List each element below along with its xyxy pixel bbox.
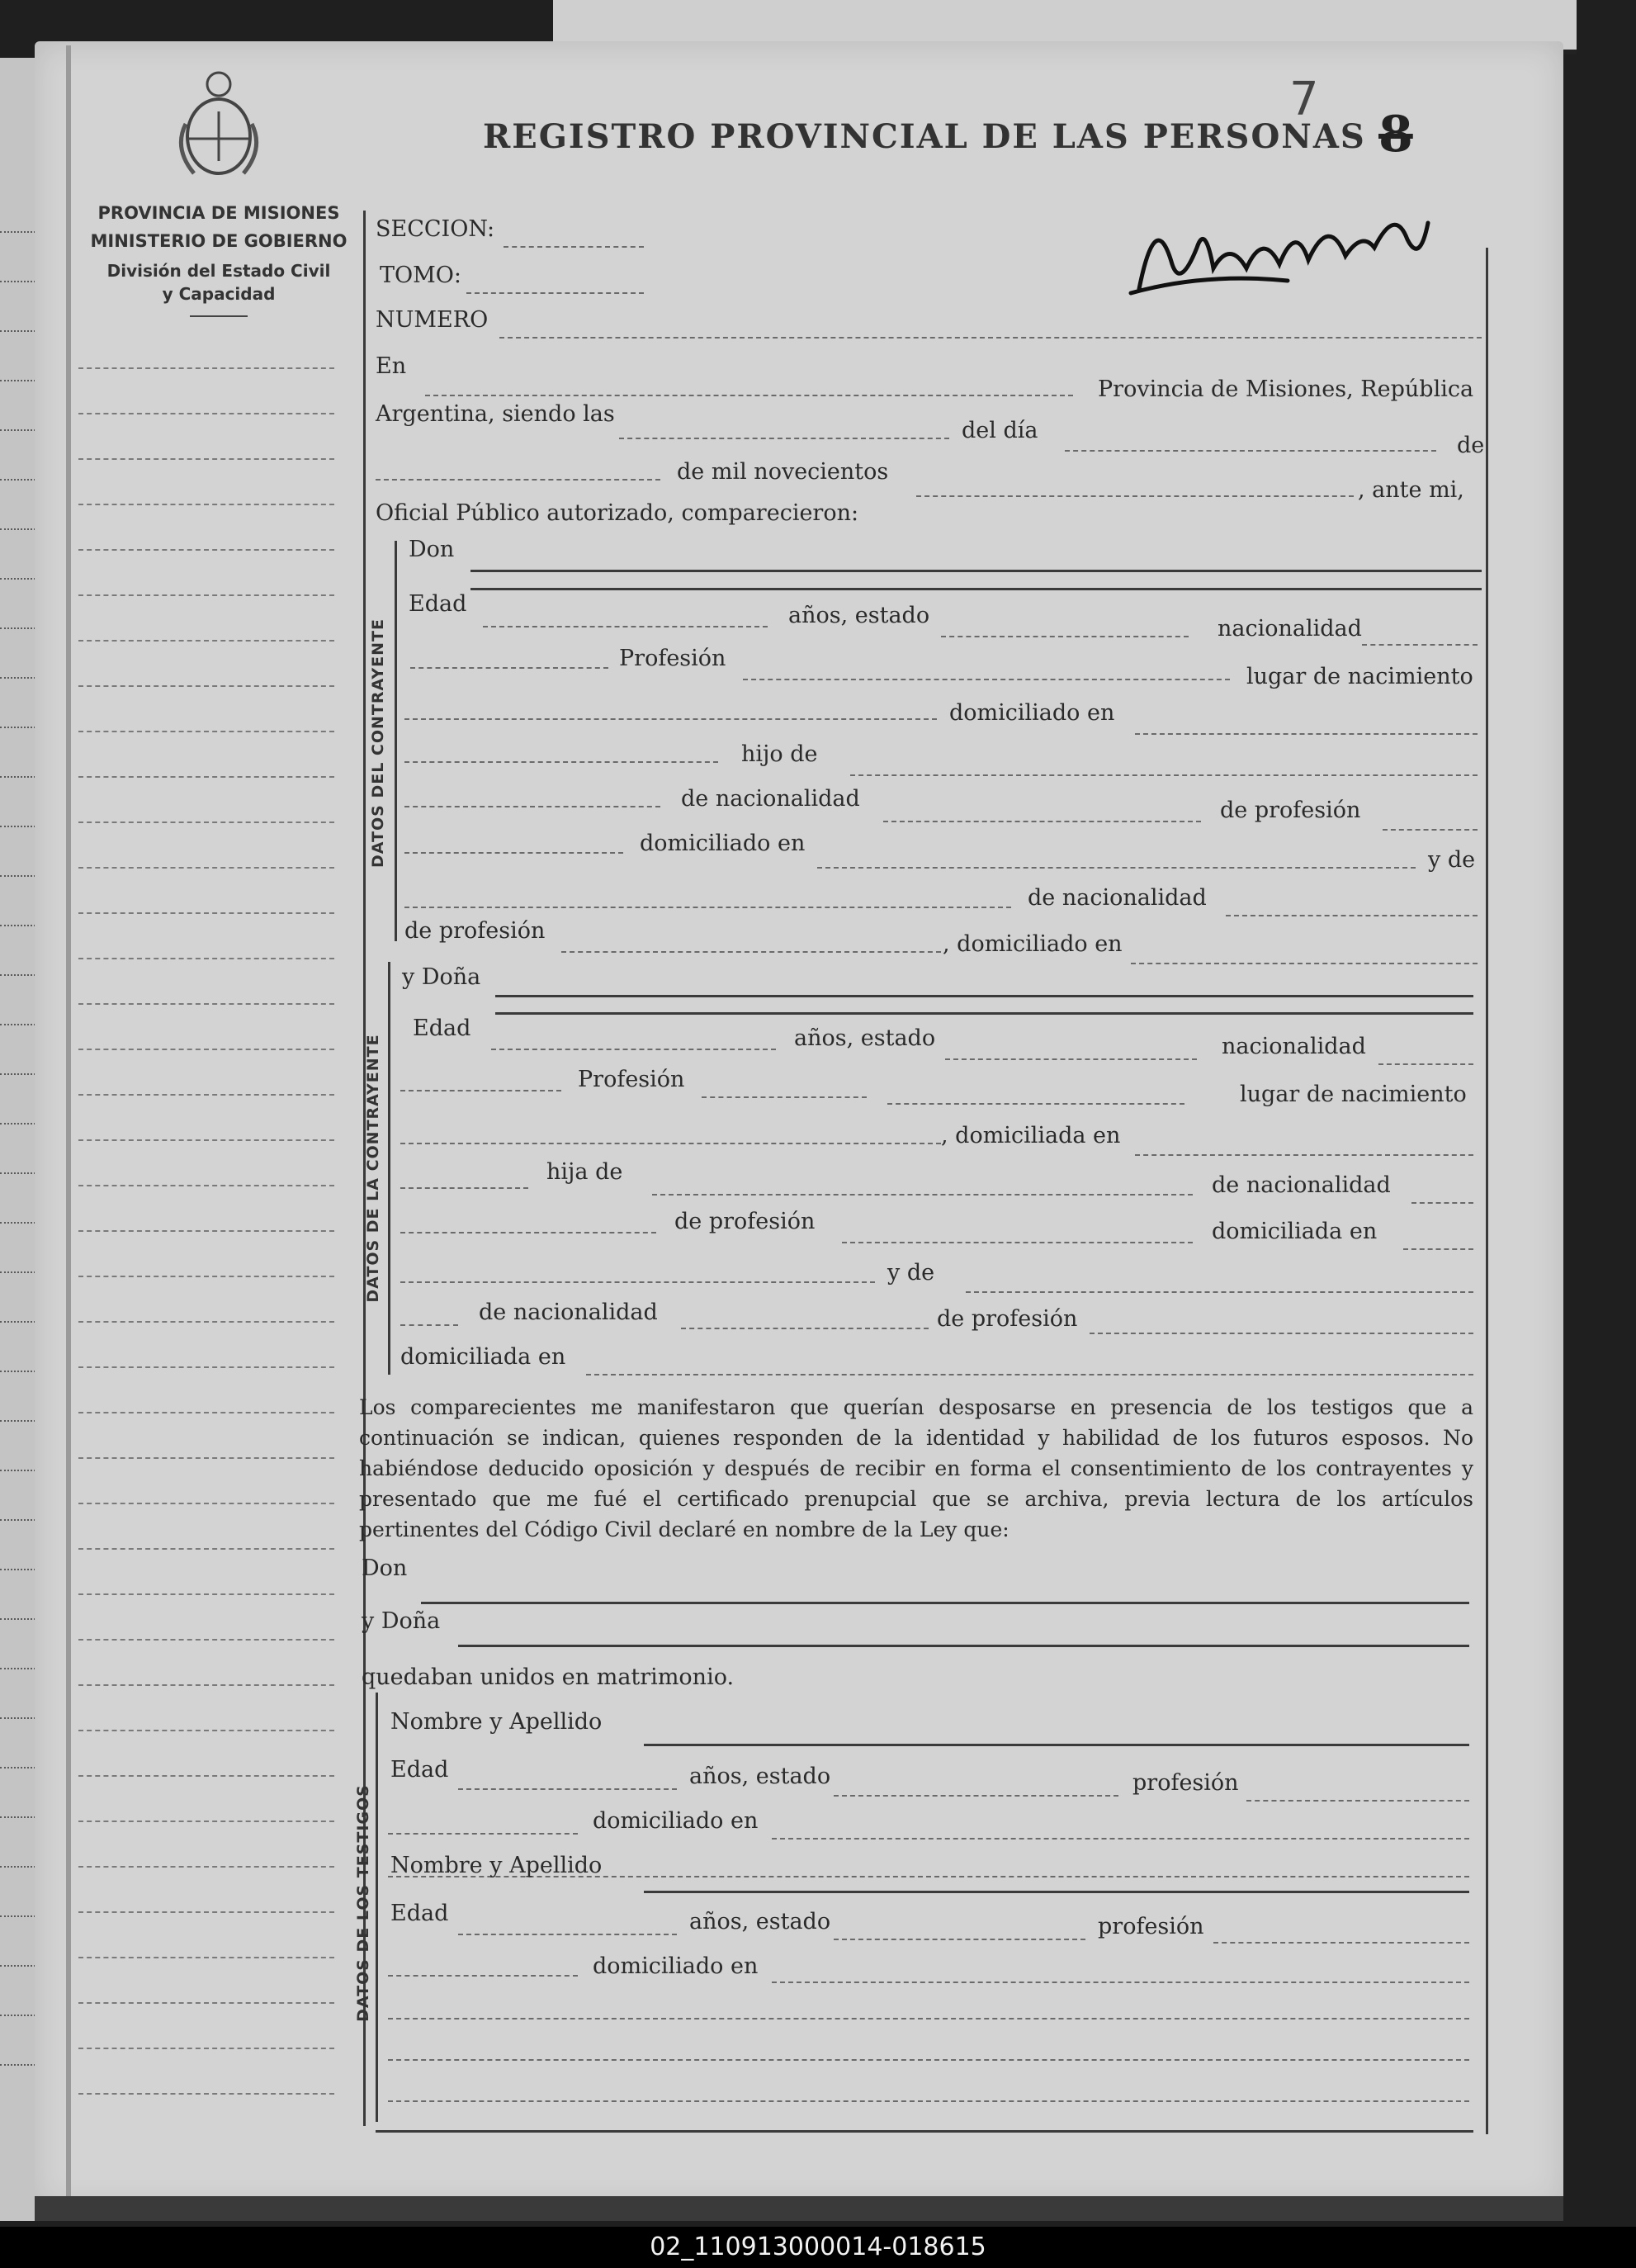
- padre-field[interactable]: [404, 806, 660, 807]
- provincia-label: Provincia de Misiones, República: [1098, 376, 1474, 402]
- struck-folio-number: 8: [1378, 106, 1413, 163]
- anos2-label: años, estado: [689, 1909, 831, 1934]
- contrayente-bracket: [395, 541, 397, 941]
- seccion-field[interactable]: [504, 246, 644, 248]
- de-prof2-label: de profesión: [404, 918, 546, 944]
- right-border: [1486, 248, 1488, 2134]
- hora-field[interactable]: [619, 438, 949, 439]
- edad2-label: Edad: [390, 1901, 449, 1926]
- edad1-label: Edad: [390, 1757, 449, 1783]
- padre-dom-field[interactable]: [817, 867, 1416, 869]
- domiciliado-label: domiciliado en: [949, 700, 1115, 726]
- madre-f-prefix-field[interactable]: [400, 1324, 458, 1326]
- signature-icon: [1123, 190, 1453, 305]
- padre-f-nac-field[interactable]: [1411, 1202, 1473, 1204]
- nacionalidad-label: nacionalidad: [1218, 616, 1362, 642]
- declaration-paragraph: Los comparecientes me manifestaron que querían desposarse en presencia de los testigos que a continuación se indican, quienes responden de la identidad y habilidad de los futuros esposos. No habiéndose deducido oposición y después de recibir en forma el consentimiento de los contrayentes y presentado que me fué el certificado prenupcial que se archiva, previa lectura de los artículos pertinentes del Código Civil declaré en nombre de la Ley que:: [359, 1395, 1473, 1541]
- mil-label: de mil novecientos: [677, 459, 889, 485]
- estado-f-field[interactable]: [945, 1058, 1197, 1060]
- testigo2-prefix-field[interactable]: [388, 1975, 578, 1977]
- ante-mi-label: , ante mi,: [1358, 477, 1464, 503]
- domiciliada-label: , domiciliada en: [941, 1123, 1121, 1148]
- en-label: En: [376, 353, 407, 379]
- dom2-label: domiciliado en: [593, 1953, 759, 1979]
- de-nac-label: de nacionalidad: [681, 786, 860, 812]
- de-prof2-f-label: de profesión: [937, 1306, 1078, 1332]
- prof2-field[interactable]: [1213, 1942, 1469, 1944]
- page-title: REGISTRO PROVINCIAL DE LAS PERSONAS: [483, 117, 1366, 156]
- hijo-label: hijo de: [741, 741, 818, 767]
- prefix-f-field[interactable]: [400, 1090, 561, 1091]
- extra-line-1[interactable]: [388, 2018, 1469, 2019]
- dona-label: y Doña: [402, 964, 481, 990]
- padre-f-dom-cont-field[interactable]: [400, 1281, 875, 1283]
- de-label: de: [1457, 433, 1485, 458]
- image-id-caption: 02_110913000014-018615: [0, 2227, 1636, 2268]
- en-field[interactable]: [425, 395, 1073, 396]
- decl-don-field[interactable]: [421, 1602, 1469, 1604]
- nombre1-field[interactable]: [644, 1744, 1469, 1746]
- header-divider: [190, 315, 248, 317]
- tomo-label: TOMO:: [380, 263, 462, 288]
- numero-label: NUMERO: [376, 307, 489, 333]
- edad-f-label: Edad: [413, 1016, 471, 1041]
- padre-nac-field[interactable]: [883, 821, 1201, 822]
- dom2-field[interactable]: [772, 1982, 1469, 1983]
- anio-field[interactable]: [916, 495, 1354, 497]
- hijo-field[interactable]: [850, 774, 1478, 776]
- contrayente-female-bracket: [388, 962, 390, 1375]
- nacionalidad-f-field[interactable]: [1378, 1063, 1473, 1065]
- de-nac-f-label: de nacionalidad: [1212, 1172, 1391, 1198]
- profesion-label: Profesión: [619, 646, 726, 671]
- madre-f-field[interactable]: [966, 1291, 1473, 1293]
- coat-of-arms-icon: [169, 66, 268, 182]
- domiciliado3-label: , domiciliado en: [943, 931, 1123, 957]
- profesion-f-label: Profesión: [578, 1067, 685, 1092]
- prof1-label: profesión: [1132, 1770, 1239, 1796]
- testigos-bracket: [376, 1693, 378, 2122]
- estado1-field[interactable]: [834, 1795, 1118, 1797]
- testigos-side-label: DATOS DE LOS TESTIGOS: [354, 1784, 372, 2022]
- prof2-label: profesión: [1098, 1914, 1204, 1939]
- profesion-f-cont-field[interactable]: [887, 1103, 1184, 1105]
- decl-dona-field[interactable]: [458, 1645, 1469, 1647]
- dona-underline: [495, 1012, 1473, 1015]
- profesion-field[interactable]: [743, 679, 1230, 680]
- form-bottom-rule: [376, 2130, 1473, 2133]
- anos1-label: años, estado: [689, 1764, 831, 1789]
- nombre1-label: Nombre y Apellido: [390, 1709, 603, 1735]
- seccion-label: SECCION:: [376, 216, 495, 242]
- domiciliado2-label: domiciliado en: [640, 831, 806, 856]
- madre-f-nac-field[interactable]: [681, 1328, 929, 1329]
- nombre2-field[interactable]: [644, 1891, 1469, 1893]
- don-field[interactable]: [470, 570, 1482, 572]
- y-de-label: y de: [1428, 847, 1476, 873]
- hija-label: hija de: [546, 1159, 623, 1185]
- domiciliada3-label: domiciliada en: [400, 1344, 566, 1370]
- oficial-label: Oficial Público autorizado, comparecieron:: [376, 500, 859, 526]
- del-dia-label: del día: [962, 418, 1038, 443]
- lugar-f-field[interactable]: [400, 1143, 941, 1144]
- testigo1-prefix-field[interactable]: [388, 1833, 578, 1835]
- don-underline: [470, 588, 1482, 590]
- contrayenta-side-label: DATOS DE LA CONTRAYENTE: [364, 1034, 382, 1303]
- registry-page: [35, 41, 1563, 2209]
- extra-line-3[interactable]: [388, 2100, 1469, 2102]
- folio-number: 7: [1289, 73, 1319, 126]
- madre-dom-field[interactable]: [1131, 963, 1478, 964]
- de-prof-f-label: de profesión: [674, 1209, 816, 1234]
- ministry-label: MINISTERIO DE GOBIERNO: [90, 231, 348, 251]
- contrayente-side-label: DATOS DEL CONTRAYENTE: [369, 618, 387, 868]
- lugar-f-label: lugar de nacimiento: [1240, 1082, 1467, 1107]
- don-label: Don: [409, 537, 455, 562]
- de-prof-label: de profesión: [1220, 798, 1361, 823]
- padre-f-field[interactable]: [400, 1232, 656, 1233]
- estado2-field[interactable]: [834, 1939, 1085, 1940]
- domiciliada2-label: domiciliada en: [1212, 1219, 1378, 1244]
- edad-field[interactable]: [483, 626, 768, 627]
- padre-prof-cont-field[interactable]: [404, 852, 623, 854]
- edad1-field[interactable]: [458, 1788, 677, 1790]
- profesion-f-field[interactable]: [702, 1096, 867, 1098]
- nacionalidad-field[interactable]: [1362, 644, 1478, 646]
- de-nac2-f-label: de nacionalidad: [479, 1300, 658, 1325]
- padre-f-dom-field[interactable]: [1403, 1248, 1473, 1250]
- nombre2-label: Nombre y Apellido: [390, 1853, 603, 1878]
- edad2-field[interactable]: [458, 1934, 677, 1935]
- mes-field[interactable]: [376, 479, 660, 481]
- madre-nac-field[interactable]: [1226, 915, 1478, 916]
- bottom-page-edge: [35, 2196, 1563, 2221]
- hija-field[interactable]: [652, 1194, 1193, 1196]
- dom1-field[interactable]: [772, 1838, 1469, 1839]
- extra-line-2[interactable]: [388, 2059, 1469, 2061]
- lugar-field[interactable]: [404, 718, 937, 720]
- anos-estado-f-label: años, estado: [794, 1025, 936, 1051]
- dia-field[interactable]: [1065, 450, 1436, 452]
- unidos-label: quedaban unidos en matrimonio.: [362, 1664, 735, 1690]
- estado-field[interactable]: [941, 636, 1189, 637]
- de-nac2-label: de nacionalidad: [1028, 885, 1207, 911]
- domiciliado-field[interactable]: [1135, 733, 1478, 735]
- edad-label: Edad: [409, 591, 467, 617]
- y-de-f-label: y de: [887, 1260, 935, 1286]
- decl-dona-label: y Doña: [362, 1608, 441, 1634]
- domicilio-f-cont-field[interactable]: [400, 1187, 528, 1189]
- prefix-field[interactable]: [410, 667, 608, 669]
- dona-field[interactable]: [495, 995, 1473, 997]
- madre-f-prof-field[interactable]: [1090, 1333, 1473, 1334]
- anos-estado-label: años, estado: [788, 603, 930, 628]
- madre-f-dom-field[interactable]: [586, 1374, 1473, 1375]
- padre-f-prof-field[interactable]: [842, 1242, 1193, 1243]
- padre-prof-field[interactable]: [1383, 829, 1478, 831]
- edad-f-field[interactable]: [491, 1049, 776, 1050]
- division-label: División del Estado Civil: [106, 261, 331, 281]
- domicilio-cont-field[interactable]: [404, 761, 718, 763]
- book-spine: [66, 45, 71, 2209]
- province-label: PROVINCIA DE MISIONES: [97, 203, 340, 223]
- madre-prof-field[interactable]: [561, 951, 941, 953]
- tomo-field[interactable]: [466, 292, 644, 294]
- argentina-label: Argentina, siendo las: [376, 401, 615, 427]
- prof1-field[interactable]: [1246, 1800, 1469, 1802]
- madre-field[interactable]: [404, 907, 1011, 908]
- lugar-label: lugar de nacimiento: [1246, 664, 1473, 689]
- domiciliada-field[interactable]: [1135, 1154, 1473, 1156]
- decl-don-label: Don: [362, 1555, 408, 1581]
- capacity-label: y Capacidad: [162, 284, 276, 304]
- nacionalidad-f-label: nacionalidad: [1222, 1034, 1366, 1059]
- dom1-label: domiciliado en: [593, 1808, 759, 1834]
- numero-field[interactable]: [499, 337, 1482, 339]
